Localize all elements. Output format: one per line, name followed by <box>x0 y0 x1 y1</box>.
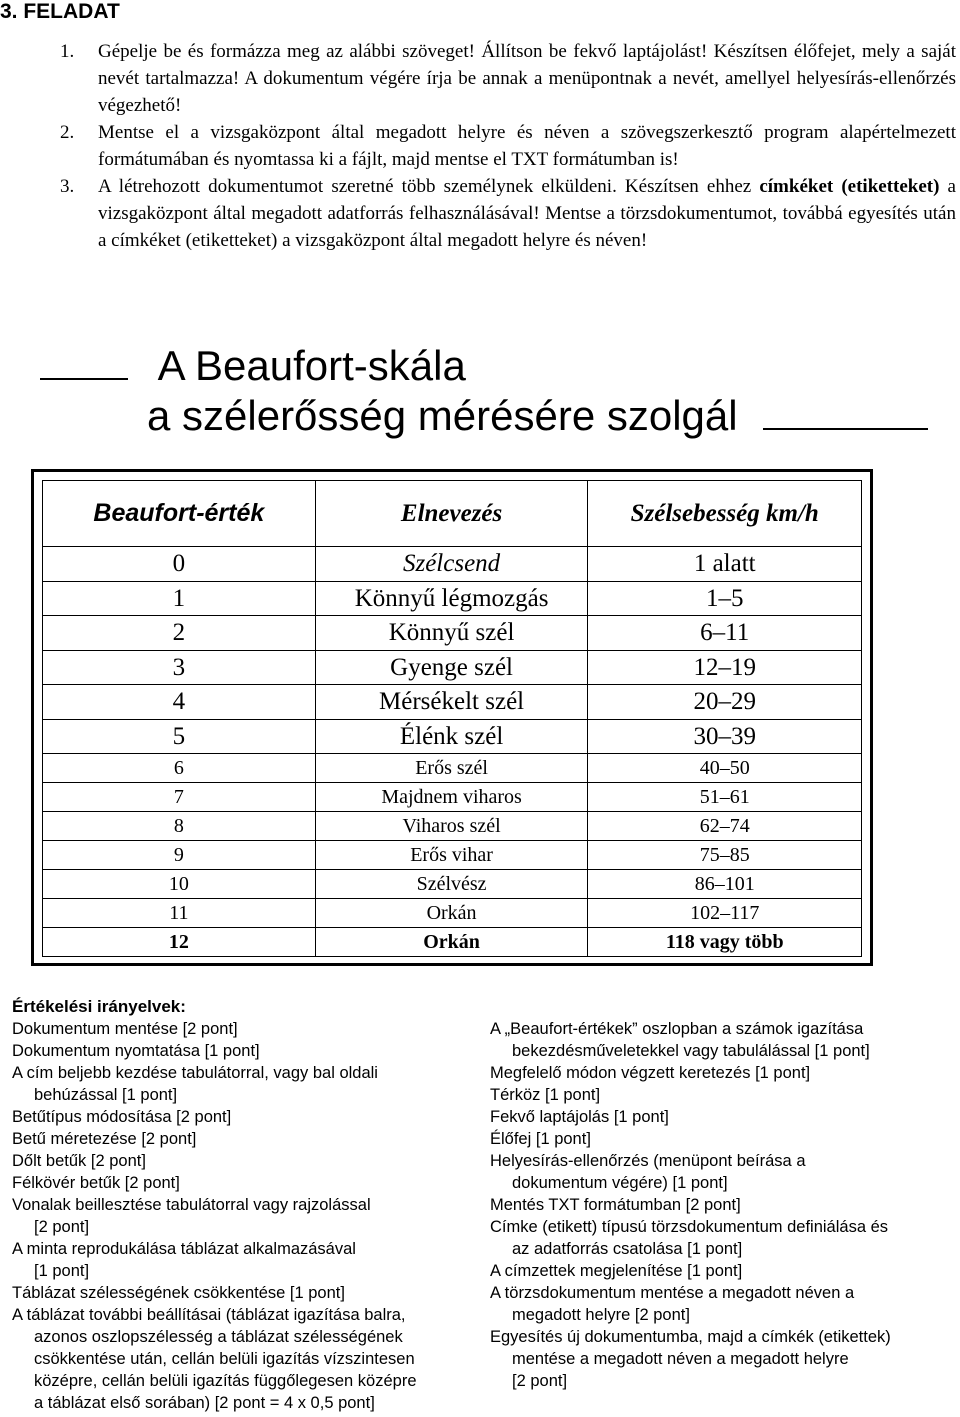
cell-name: Erős vihar <box>315 841 588 870</box>
cell-beaufort-value: 3 <box>43 650 316 685</box>
evaluation-line: A címzettek megjelenítése [1 pont] <box>490 1262 743 1280</box>
evaluation-left-column <box>12 1018 417 1414</box>
evaluation-line: Élőfej [1 pont] <box>490 1130 591 1148</box>
task-number: 1. <box>60 41 75 62</box>
task-text: Mentse el a vizsgaközpont által megadott helyre és néven a szövegszerkesztő program alapértelmezett formátumában és nyomtassa ki a fájlt, majd mentse el TXT formátumban is! <box>98 122 956 170</box>
table-row <box>43 685 862 720</box>
cell-beaufort-value: 2 <box>43 616 316 651</box>
task-number: 2. <box>60 122 75 143</box>
evaluation-line: Táblázat szélességének csökkentése [1 pont] <box>12 1284 345 1302</box>
title-text-2: a szélerősség mérésére szolgál <box>147 392 738 439</box>
evaluation-line: A táblázat további beállításai (táblázat igazítása balra, <box>12 1306 406 1324</box>
cell-beaufort-value: 11 <box>43 899 316 928</box>
cell-beaufort-value: 6 <box>43 754 316 783</box>
evaluation-line: Félkövér betűk [2 pont] <box>12 1174 180 1192</box>
table-row <box>43 812 862 841</box>
cell-name: Könnyű szél <box>315 616 588 651</box>
cell-speed: 1–5 <box>588 581 862 616</box>
cell-beaufort-value: 9 <box>43 841 316 870</box>
evaluation-line: csökkentése után, cellán belüli igazítás vízszintesen <box>34 1350 415 1368</box>
header-speed: Szélsebesség km/h <box>588 481 862 547</box>
evaluation-line: behúzással [1 pont] <box>34 1086 178 1104</box>
table-row <box>43 928 862 957</box>
beaufort-table <box>42 480 862 957</box>
cell-speed: 6–11 <box>588 616 862 651</box>
evaluation-line: A törzsdokumentum mentése a megadott néven a <box>490 1284 855 1302</box>
evaluation-line: azonos oszlopszélesség a táblázat szélességének <box>34 1328 403 1346</box>
evaluation-line: Vonalak beillesztése tabulátorral vagy rajzolással <box>12 1196 371 1214</box>
cell-beaufort-value: 1 <box>43 581 316 616</box>
cell-beaufort-value: 4 <box>43 685 316 720</box>
cell-name: Könnyű légmozgás <box>315 581 588 616</box>
evaluation-line: középre, cellán belüli igazítás függőlegesen középre <box>34 1372 417 1390</box>
task-text: Gépelje be és formázza meg az alábbi szöveget! Állítson be fekvő laptájolást! Készítsen élőfejet, mely a saját nevét tartalmazza! A dokumentum végére írja be annak a menüpontnak a nevét, amellyel helyesírás-ellenőrzés végezhető! <box>98 41 956 116</box>
title-rule-left <box>40 348 128 380</box>
cell-name: Gyenge szél <box>315 650 588 685</box>
table-row <box>43 650 862 685</box>
task-text: A létrehozott dokumentumot szeretné több személynek elküldeni. Készítsen ehhez <box>98 176 760 197</box>
cell-speed: 12–19 <box>588 650 862 685</box>
evaluation-line: Térköz [1 pont] <box>490 1086 601 1104</box>
title-text-1: A Beaufort-skála <box>157 342 466 389</box>
evaluation-line: Helyesírás-ellenőrzés (menüpont beírása a <box>490 1152 806 1170</box>
evaluation-line: az adatforrás csatolása [1 pont] <box>512 1240 743 1258</box>
cell-name: Mérsékelt szél <box>315 685 588 720</box>
evaluation-line: Mentés TXT formátumban [2 pont] <box>490 1196 741 1214</box>
cell-speed: 51–61 <box>588 783 862 812</box>
evaluation-line: Megfelelő módon végzett keretezés [1 pont] <box>490 1064 811 1082</box>
evaluation-line: A cím beljebb kezdése tabulátorral, vagy bal oldali <box>12 1064 378 1082</box>
cell-beaufort-value: 8 <box>43 812 316 841</box>
cell-name: Szélvész <box>315 870 588 899</box>
evaluation-line: mentése a megadott néven a megadott helyre <box>512 1350 849 1368</box>
cell-speed: 86–101 <box>588 870 862 899</box>
cell-speed: 102–117 <box>588 899 862 928</box>
evaluation-line: A „Beaufort-értékek” oszlopban a számok igazítása <box>490 1020 864 1038</box>
evaluation-line: Betű méretezése [2 pont] <box>12 1130 197 1148</box>
task-list <box>60 38 956 254</box>
table-row <box>43 616 862 651</box>
cell-name: Szélcsend <box>315 547 588 582</box>
cell-beaufort-value: 10 <box>43 870 316 899</box>
cell-speed: 118 vagy több <box>588 928 862 957</box>
header-name: Elnevezés <box>315 481 588 547</box>
cell-speed: 30–39 <box>588 719 862 754</box>
evaluation-line: [2 pont] <box>34 1218 90 1236</box>
task-item-1 <box>60 38 956 119</box>
table-header-row <box>43 481 862 547</box>
title-line-2 <box>147 392 928 440</box>
task-heading: 3. FELADAT <box>0 0 120 23</box>
evaluation-line: bekezdésműveletekkel vagy tabulálással [1 pont] <box>512 1042 870 1060</box>
cell-speed: 75–85 <box>588 841 862 870</box>
cell-name: Orkán <box>315 928 588 957</box>
evaluation-line: Dokumentum mentése [2 pont] <box>12 1020 238 1038</box>
evaluation-line: Dőlt betűk [2 pont] <box>12 1152 146 1170</box>
cell-beaufort-value: 12 <box>43 928 316 957</box>
evaluation-line: [1 pont] <box>34 1262 90 1280</box>
table-row <box>43 719 862 754</box>
table-row <box>43 899 862 928</box>
task-text: a vizsgaközpont által megadott adatforrás felhasználásával! Mentse a törzsdokumentumot, továbbá egyesítés után a címkéket (etiketteket) a vizsgaközpont által megadott helyre és néven! <box>98 176 956 251</box>
evaluation-line: A minta reprodukálása táblázat alkalmazásával <box>12 1240 356 1258</box>
task-item-2 <box>60 119 956 173</box>
table-row <box>43 841 862 870</box>
cell-beaufort-value: 7 <box>43 783 316 812</box>
evaluation-line: Egyesítés új dokumentumba, majd a címkék (etikettek) <box>490 1328 891 1346</box>
table-row <box>43 783 862 812</box>
cell-beaufort-value: 0 <box>43 547 316 582</box>
evaluation-line: a táblázat első sorában) [2 pont = 4 x 0,5 pont] <box>34 1394 375 1412</box>
cell-speed: 40–50 <box>588 754 862 783</box>
evaluation-heading: Értékelési irányelvek: <box>12 997 186 1016</box>
table-row <box>43 870 862 899</box>
cell-speed: 62–74 <box>588 812 862 841</box>
table-frame <box>31 469 873 966</box>
evaluation-line: Dokumentum nyomtatása [1 pont] <box>12 1042 260 1060</box>
evaluation-line: Fekvő laptájolás [1 pont] <box>490 1108 669 1126</box>
title-rule-right <box>763 398 928 430</box>
cell-name: Orkán <box>315 899 588 928</box>
table-row <box>43 547 862 582</box>
cell-name: Majdnem viharos <box>315 783 588 812</box>
task-number: 3. <box>60 176 75 197</box>
task-bold-text: címkéket (etiketteket) <box>759 176 940 197</box>
evaluation-line: dokumentum végére) [1 pont] <box>512 1174 728 1192</box>
cell-name: Élénk szél <box>315 719 588 754</box>
evaluation-line: Betűtípus módosítása [2 pont] <box>12 1108 232 1126</box>
cell-speed: 20–29 <box>588 685 862 720</box>
cell-speed: 1 alatt <box>588 547 862 582</box>
cell-name: Viharos szél <box>315 812 588 841</box>
evaluation-right-column <box>490 1018 891 1392</box>
table-row <box>43 581 862 616</box>
evaluation-line: [2 pont] <box>512 1372 568 1390</box>
header-beaufort-value: Beaufort-érték <box>43 481 316 547</box>
title-line-1 <box>40 342 466 390</box>
table-row <box>43 754 862 783</box>
cell-beaufort-value: 5 <box>43 719 316 754</box>
evaluation-line: Címke (etikett) típusú törzsdokumentum definiálása és <box>490 1218 889 1236</box>
evaluation-line: megadott helyre [2 pont] <box>512 1306 690 1324</box>
task-item-3 <box>60 173 956 254</box>
cell-name: Erős szél <box>315 754 588 783</box>
